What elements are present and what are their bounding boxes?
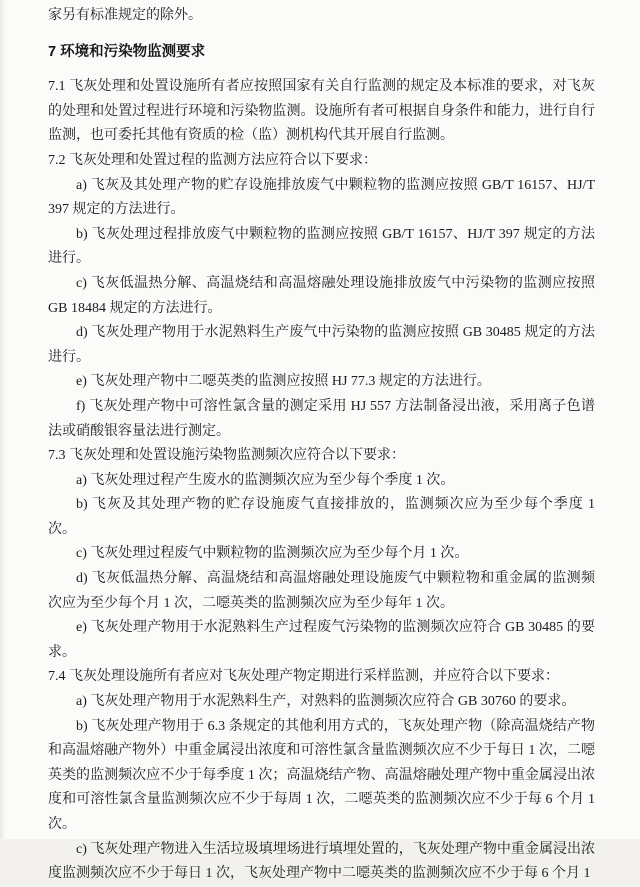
clause-7-4: 7.4 飞灰处理设施所有者应对飞灰处理产物定期进行采样监测，并应符合以下要求： [48, 669, 559, 685]
lead-paragraph: 家另有标准规定的除外。 [48, 8, 202, 23]
item-7-3-c: c) 飞灰处理过程废气中颗粒物的监测频次应为至少每个月 1 次。 [76, 546, 469, 562]
item-7-3-e: e) 飞灰处理产物用于水泥熟料生产过程废气污染物的监测频次应符合 GB 30485 的要求。 [48, 620, 595, 660]
item-7-3-d: d) 飞灰低温热分解、高温烧结和高温熔融处理设施废气中颗粒物和重金属的监测频次应为至少每个月 1 次，二噁英类的监测频次应为至少每年 1 次。 [48, 571, 595, 611]
item-7-2-a: a) 飞灰及其处理产物的贮存设施排放废气中颗粒物的监测应按照 GB/T 16157、HJ/T 397 规定的方法进行。 [48, 177, 595, 218]
item-7-2-c: c) 飞灰低温热分解、高温烧结和高温熔融处理设施排放废气中污染物的监测应按照 GB 18484 规定的方法进行。 [48, 275, 595, 316]
item-7-2-d: d) 飞灰处理产物用于水泥熟料生产废气中污染物的监测应按照 GB 30485 规定的方法进行。 [48, 325, 595, 365]
section-7-heading: 7 环境和污染物监测要求 [48, 43, 206, 60]
item-7-2-e: e) 飞灰处理产物中二噁英类的监测应按照 HJ 77.3 规定的方法进行。 [76, 374, 491, 390]
item-7-2-b: b) 飞灰处理过程排放废气中颗粒物的监测应按照 GB/T 16157、HJ/T 397 规定的方法进行。 [48, 226, 595, 267]
item-7-3-a: a) 飞灰处理过程产生废水的监测频次应为至少每个季度 1 次。 [76, 472, 455, 488]
item-7-2-f: f) 飞灰处理产物中可溶性氯含量的测定采用 HJ 557 方法制备浸出液，采用离子色谱法或硝酸银容量法进行测定。 [48, 398, 595, 439]
item-7-4-c: c) 飞灰处理产物进入生活垃圾填埋场进行填埋处置的，飞灰处理产物中重金属浸出浓度监测频次应不少于每日 1 次，飞灰处理产物中二噁英类的监测频次应不少于每 6 个月 1 [48, 841, 595, 882]
item-7-3-b: b) 飞灰及其处理产物的贮存设施废气直接排放的，监测频次应为至少每个季度 1 次。 [48, 497, 595, 537]
item-7-4-b: b) 飞灰处理产物用于 6.3 条规定的其他利用方式的，飞灰处理产物（除高温烧结产物和高温熔融产物外）中重金属浸出浓度和可溶性氯含量监测频次应不少于每日 1 次，二噁英类的监测频次应不少于每季度 1 次；高温烧结产物、高温熔融处理产物中重金属浸出浓度和可溶性氯含量监测频次应不少于每周 1 次，二噁英类的监测频次应不少于每 6 个月 1 次。 [48, 718, 595, 832]
scan-edge-shading [0, 0, 6, 839]
clause-7-3: 7.3 飞灰处理和处置设施污染物监测频次应符合以下要求： [48, 448, 405, 464]
clause-7-2: 7.2 飞灰处理和处置过程的监测方法应符合以下要求： [48, 152, 377, 168]
clause-7-1: 7.1 飞灰处理和处置设施所有者应按照国家有关自行监测的规定及本标准的要求，对飞灰的处理和处置过程进行环境和污染物监测。设施所有者可根据自身条件和能力，进行自行监测，也可委托其他有资质的检（监）测机构代其开展自行监测。 [48, 79, 595, 144]
item-7-4-a: a) 飞灰处理产物用于水泥熟料生产，对熟料的监测频次应符合 GB 30760 的要求。 [76, 694, 576, 710]
